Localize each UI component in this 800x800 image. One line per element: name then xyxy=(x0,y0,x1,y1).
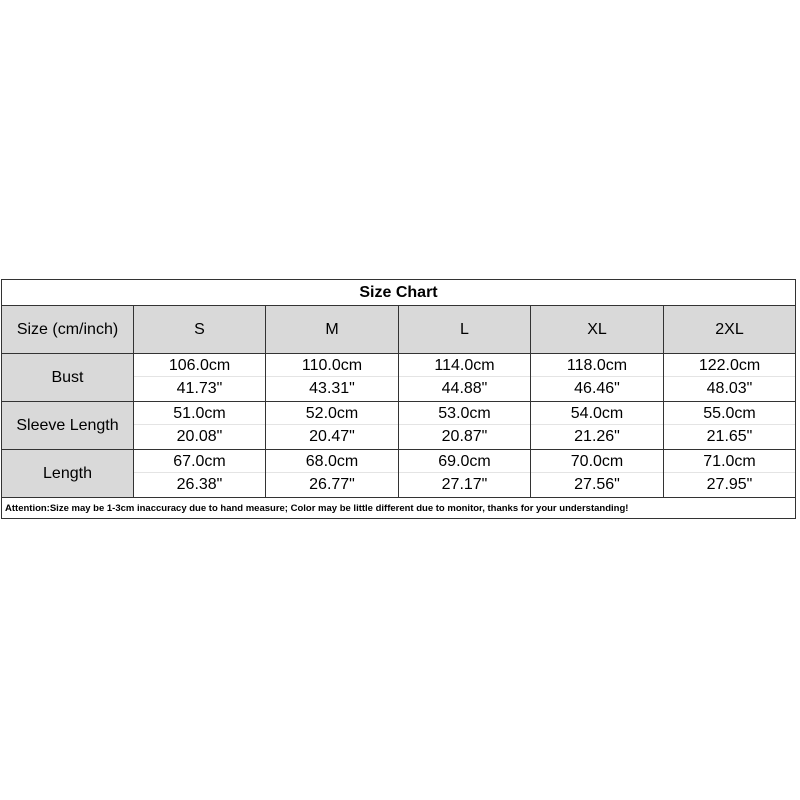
cell-cm-value: 68.0cm xyxy=(266,452,398,473)
cell-cm-value: 106.0cm xyxy=(134,356,265,377)
cell-inch-value: 48.03" xyxy=(706,379,753,397)
cell-cm-value: 122.0cm xyxy=(664,356,795,377)
header-label: Size (cm/inch) xyxy=(2,306,134,354)
cell-cm-value: 110.0cm xyxy=(266,356,398,377)
cell-inch-value: 27.17" xyxy=(441,475,488,493)
cell-inch-value: 26.38" xyxy=(176,475,223,493)
size-chart-title: Size Chart xyxy=(2,280,795,306)
table-cell xyxy=(399,402,531,450)
table-cell xyxy=(134,450,266,498)
header-size-m: M xyxy=(266,306,399,354)
cell-inch-value: 20.08" xyxy=(176,427,223,445)
cell-cm-value: 54.0cm xyxy=(531,404,663,425)
row-label-bust: Bust xyxy=(2,354,134,402)
cell-inch-value: 41.73" xyxy=(176,379,223,397)
table-cell xyxy=(266,402,399,450)
size-chart-grid xyxy=(2,306,795,498)
header-size-l: L xyxy=(399,306,531,354)
header-size-s: S xyxy=(134,306,266,354)
cell-inch-value: 27.95" xyxy=(706,475,753,493)
cell-cm-value: 52.0cm xyxy=(266,404,398,425)
table-cell xyxy=(399,450,531,498)
cell-cm-value: 55.0cm xyxy=(664,404,795,425)
cell-cm-value: 67.0cm xyxy=(134,452,265,473)
cell-inch-value: 21.65" xyxy=(706,427,753,445)
cell-cm-value: 118.0cm xyxy=(531,356,663,377)
table-cell xyxy=(664,354,795,402)
cell-cm-value: 53.0cm xyxy=(399,404,530,425)
cell-inch-value: 26.77" xyxy=(309,475,355,493)
cell-inch-value: 20.47" xyxy=(309,427,355,445)
row-label-length: Length xyxy=(2,450,134,498)
cell-cm-value: 71.0cm xyxy=(664,452,795,473)
table-cell xyxy=(531,450,664,498)
table-cell xyxy=(266,450,399,498)
table-cell xyxy=(531,402,664,450)
cell-inch-value: 27.56" xyxy=(574,475,620,493)
cell-inch-value: 43.31" xyxy=(309,379,355,397)
table-cell xyxy=(134,402,266,450)
table-cell xyxy=(664,450,795,498)
cell-cm-value: 114.0cm xyxy=(399,356,530,377)
cell-inch-value: 46.46" xyxy=(574,379,620,397)
header-size-2xl: 2XL xyxy=(664,306,795,354)
table-cell xyxy=(399,354,531,402)
cell-inch-value: 20.87" xyxy=(441,427,488,445)
row-label-sleeve-length: Sleeve Length xyxy=(2,402,134,450)
table-cell xyxy=(664,402,795,450)
size-chart-table xyxy=(1,279,796,519)
cell-cm-value: 69.0cm xyxy=(399,452,530,473)
cell-inch-value: 21.26" xyxy=(574,427,620,445)
cell-cm-value: 70.0cm xyxy=(531,452,663,473)
header-size-xl: XL xyxy=(531,306,664,354)
cell-cm-value: 51.0cm xyxy=(134,404,265,425)
attention-note: Attention:Size may be 1-3cm inaccuracy due to hand measure; Color may be little different due to monitor, thanks for your understanding! xyxy=(5,502,629,514)
table-cell xyxy=(266,354,399,402)
table-cell xyxy=(531,354,664,402)
table-cell xyxy=(134,354,266,402)
cell-inch-value: 44.88" xyxy=(441,379,488,397)
